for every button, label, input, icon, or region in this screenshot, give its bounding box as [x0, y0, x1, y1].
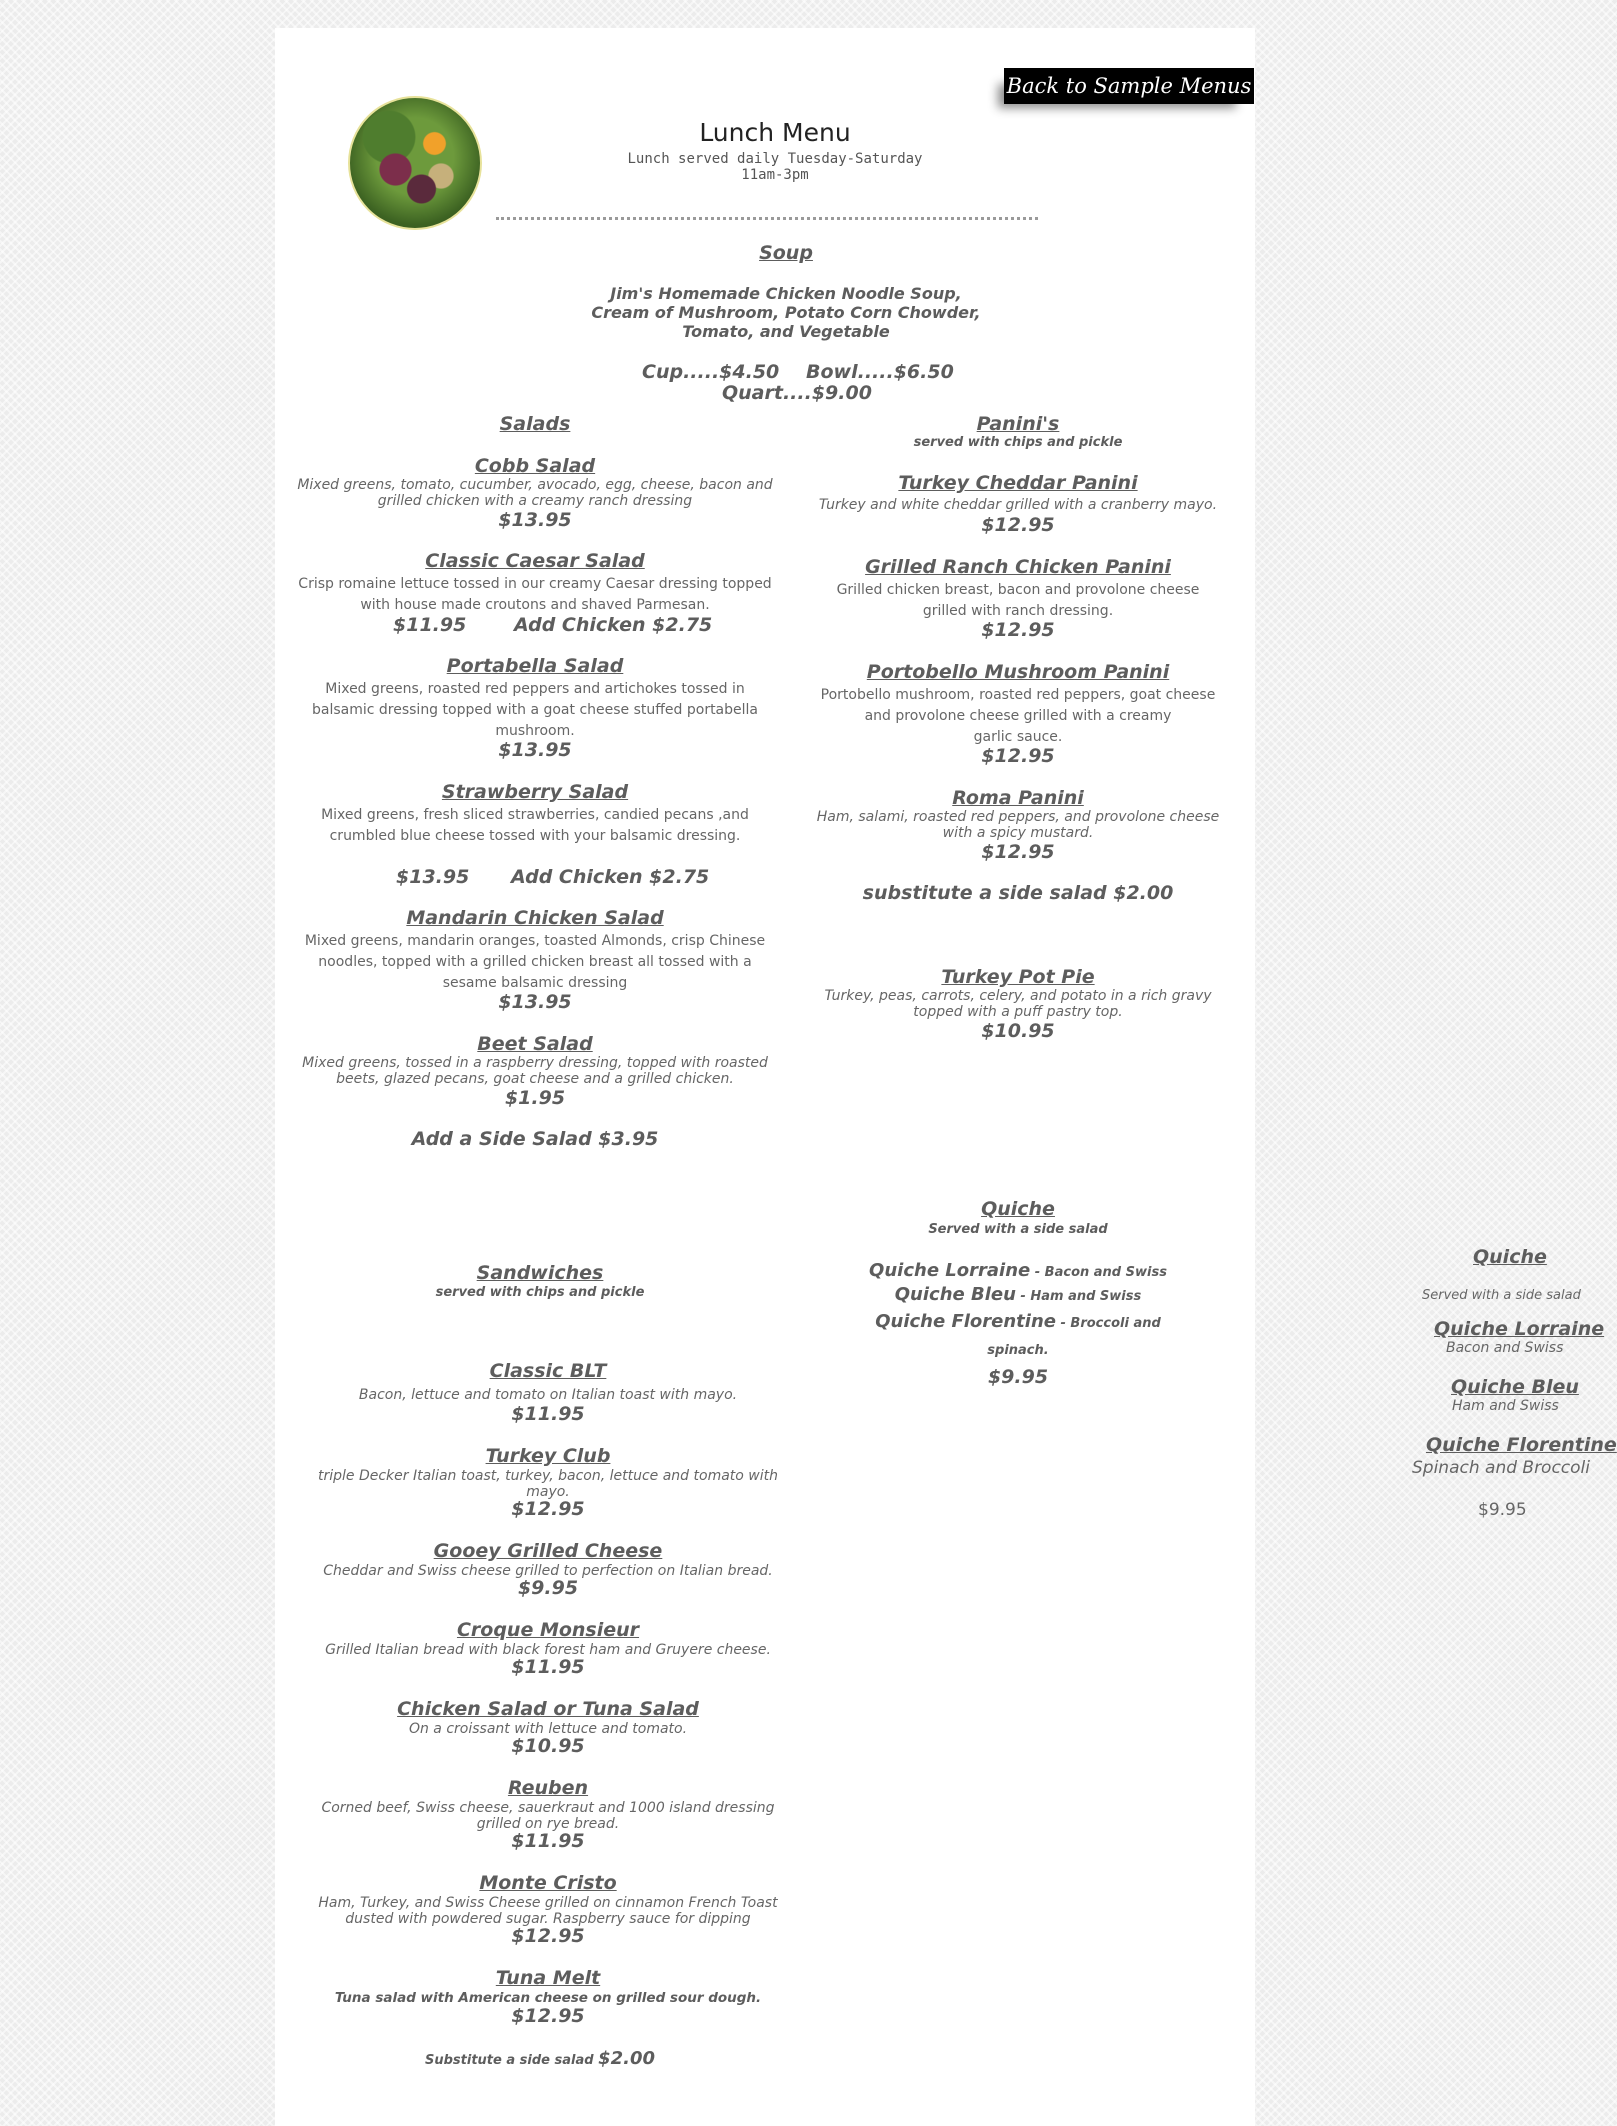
- turkey-pot-pie-price: $10.95: [981, 1020, 1055, 1042]
- caesar-salad-price: $11.95: [393, 614, 467, 636]
- portobello-panini-price: $12.95: [981, 745, 1055, 767]
- quiche-overflow-lorraine-desc: Bacon and Swiss: [1446, 1340, 1564, 1356]
- soup-line-1: Jim's Homemade Chicken Noodle Soup,: [610, 284, 962, 303]
- portabella-salad-desc-3: mushroom.: [495, 723, 575, 739]
- tuna-melt-price: $12.95: [511, 2005, 585, 2027]
- portobello-panini-desc-3: garlic sauce.: [973, 729, 1063, 745]
- header-divider: [496, 217, 1038, 220]
- grilled-cheese-desc: Cheddar and Swiss cheese grilled to perfection on Italian bread.: [323, 1563, 773, 1579]
- soup-heading: Soup: [759, 242, 813, 264]
- quiche-overflow-heading: Quiche: [1473, 1246, 1547, 1268]
- substitute-side-salad: substitute a side salad $2.00: [862, 882, 1174, 904]
- salads-heading: Salads: [499, 413, 571, 435]
- sandwiches-note: served with chips and pickle: [435, 1285, 645, 1300]
- quiche-florentine-desc-2: spinach.: [987, 1343, 1049, 1358]
- turkey-club-desc-1: triple Decker Italian toast, turkey, bacon, lettuce and tomato with: [317, 1468, 778, 1484]
- strawberry-add-chicken: Add Chicken $2.75: [511, 866, 710, 888]
- chicken-tuna-salad-desc: On a croissant with lettuce and tomato.: [408, 1721, 688, 1737]
- substitute-side-salad-label: Substitute a side salad: [424, 2053, 599, 2068]
- portobello-panini-desc-2: and provolone cheese grilled with a creamy: [864, 708, 1172, 724]
- quiche-overflow-florentine-desc: Spinach and Broccoli: [1412, 1458, 1591, 1478]
- hours-line-2: 11am-3pm: [741, 167, 809, 183]
- substitute-side-salad-price: $2.00: [598, 2048, 655, 2069]
- ranch-chicken-panini-name: Grilled Ranch Chicken Panini: [865, 556, 1171, 578]
- tuna-melt-name: Tuna Melt: [495, 1967, 601, 1989]
- portobello-panini-desc-1: Portobello mushroom, roasted red peppers, goat cheese: [820, 687, 1216, 703]
- mandarin-salad-desc-1: Mixed greens, mandarin oranges, toasted Almonds, crisp Chinese: [304, 933, 766, 949]
- roma-panini-price: $12.95: [981, 841, 1055, 863]
- quiche-overflow-note: Served with a side salad: [1422, 1288, 1581, 1303]
- strawberry-salad-desc-1: Mixed greens, fresh sliced strawberries, candied pecans ,and: [321, 807, 749, 823]
- quiche-lorraine-name: Quiche Lorraine: [869, 1260, 1031, 1281]
- portabella-salad-name: Portabella Salad: [446, 655, 624, 677]
- reuben-name: Reuben: [507, 1777, 589, 1799]
- ranch-chicken-panini-desc-1: Grilled chicken breast, bacon and provolone cheese: [836, 582, 1200, 598]
- portobello-panini-name: Portobello Mushroom Panini: [866, 661, 1170, 683]
- soup-quart-price: Quart....$9.00: [722, 382, 872, 404]
- beet-salad-desc-1: Mixed greens, tossed in a raspberry dressing, topped with roasted: [302, 1055, 768, 1071]
- page-title: Lunch Menu: [699, 118, 851, 147]
- portabella-salad-price: $13.95: [498, 739, 572, 761]
- turkey-pot-pie-name: Turkey Pot Pie: [941, 966, 1095, 988]
- strawberry-salad-desc-2: crumbled blue cheese tossed with your balsamic dressing.: [329, 828, 741, 844]
- quiche-note: Served with a side salad: [928, 1222, 1108, 1237]
- quiche-florentine-desc: - Broccoli and: [1055, 1316, 1161, 1331]
- strawberry-salad-name: Strawberry Salad: [441, 781, 629, 803]
- roma-panini-name: Roma Panini: [952, 787, 1084, 809]
- turkey-cheddar-panini-desc: Turkey and white cheddar grilled with a cranberry mayo.: [818, 497, 1218, 513]
- paninis-heading: Panini's: [976, 413, 1060, 435]
- salad-logo-image: [348, 96, 482, 230]
- quiche-overflow-panel: [1400, 1236, 1617, 1566]
- portabella-salad-desc-2: balsamic dressing topped with a goat cheese stuffed portabella: [311, 702, 758, 718]
- hours-line-1: Lunch served daily Tuesday-Saturday: [627, 151, 923, 167]
- turkey-pot-pie-desc-2: topped with a puff pastry top.: [913, 1004, 1123, 1020]
- roma-panini-desc-2: with a spicy mustard.: [942, 825, 1094, 841]
- classic-blt-desc: Bacon, lettuce and tomato on Italian toast with mayo.: [358, 1387, 738, 1403]
- paninis-note: served with chips and pickle: [913, 435, 1123, 450]
- quiche-lorraine-desc: - Bacon and Swiss: [1030, 1265, 1167, 1280]
- tuna-melt-desc: Tuna salad with American cheese on grilled sour dough.: [334, 1990, 762, 2006]
- grilled-cheese-name: Gooey Grilled Cheese: [433, 1540, 663, 1562]
- soup-cup-price: Cup.....$4.50: [642, 361, 780, 383]
- roma-panini-desc-1: Ham, salami, roasted red peppers, and provolone cheese: [816, 809, 1220, 825]
- reuben-desc-2: grilled on rye bread.: [476, 1816, 620, 1832]
- quiche-bleu-name: Quiche Bleu: [894, 1284, 1016, 1305]
- quiche-overflow-lorraine: Quiche Lorraine: [1434, 1318, 1605, 1340]
- caesar-salad-desc-2: with house made croutons and shaved Parmesan.: [360, 597, 710, 613]
- reuben-desc-1: Corned beef, Swiss cheese, sauerkraut and 1000 island dressing: [321, 1800, 775, 1816]
- turkey-pot-pie-desc-1: Turkey, peas, carrots, celery, and potato in a rich gravy: [824, 988, 1212, 1004]
- classic-blt-name: Classic BLT: [489, 1360, 607, 1382]
- monte-cristo-desc-2: dusted with powdered sugar. Raspberry sauce for dipping: [345, 1911, 751, 1927]
- soup-line-2: Cream of Mushroom, Potato Corn Chowder,: [591, 303, 981, 322]
- quiche-florentine-name: Quiche Florentine: [875, 1311, 1056, 1332]
- strawberry-salad-price: $13.95: [396, 866, 470, 888]
- substitute-side-salad-line: [340, 2048, 740, 2069]
- caesar-add-chicken: Add Chicken $2.75: [514, 614, 713, 636]
- soup-bowl-price: Bowl.....$6.50: [806, 361, 954, 383]
- mandarin-salad-name: Mandarin Chicken Salad: [406, 907, 664, 929]
- back-to-sample-menus-button[interactable]: Back to Sample Menus: [1004, 68, 1254, 104]
- turkey-club-name: Turkey Club: [485, 1445, 611, 1467]
- sandwiches-heading: Sandwiches: [476, 1262, 604, 1284]
- ranch-chicken-panini-desc-2: grilled with ranch dressing.: [922, 603, 1114, 619]
- turkey-club-price: $12.95: [511, 1498, 585, 1520]
- chicken-tuna-salad-price: $10.95: [511, 1735, 585, 1757]
- quiche-overflow-bleu: Quiche Bleu: [1451, 1376, 1579, 1398]
- croque-monsieur-price: $11.95: [511, 1656, 585, 1678]
- reuben-price: $11.95: [511, 1830, 585, 1852]
- quiche-heading: Quiche: [981, 1198, 1055, 1220]
- turkey-cheddar-panini-name: Turkey Cheddar Panini: [898, 472, 1138, 494]
- quiche-bleu-line: [768, 1284, 1268, 1305]
- add-side-salad: Add a Side Salad $3.95: [411, 1128, 659, 1150]
- grilled-cheese-price: $9.95: [517, 1577, 579, 1599]
- quiche-overflow-bleu-desc: Ham and Swiss: [1452, 1398, 1559, 1414]
- cobb-salad-name: Cobb Salad: [474, 455, 596, 477]
- monte-cristo-desc-1: Ham, Turkey, and Swiss Cheese grilled on cinnamon French Toast: [318, 1895, 778, 1911]
- turkey-club-desc-2: mayo.: [526, 1484, 570, 1500]
- caesar-salad-name: Classic Caesar Salad: [425, 550, 645, 572]
- mandarin-salad-price: $13.95: [498, 991, 572, 1013]
- mandarin-salad-desc-3: sesame balsamic dressing: [442, 975, 628, 991]
- cobb-salad-price: $13.95: [498, 509, 572, 531]
- beet-salad-price: $1.95: [504, 1087, 566, 1109]
- chicken-tuna-salad-name: Chicken Salad or Tuna Salad: [397, 1698, 699, 1720]
- quiche-price: $9.95: [987, 1366, 1049, 1388]
- quiche-overflow-florentine: Quiche Florentine: [1426, 1434, 1617, 1456]
- quiche-overflow-price: $9.95: [1478, 1500, 1527, 1520]
- beet-salad-desc-2: beets, glazed pecans, goat cheese and a grilled chicken.: [336, 1071, 734, 1087]
- cobb-salad-desc-1: Mixed greens, tomato, cucumber, avocado, egg, cheese, bacon and: [297, 477, 773, 493]
- croque-monsieur-desc: Grilled Italian bread with black forest ham and Gruyere cheese.: [325, 1642, 771, 1658]
- ranch-chicken-panini-price: $12.95: [981, 619, 1055, 641]
- portabella-salad-desc-1: Mixed greens, roasted red peppers and artichokes tossed in: [325, 681, 745, 697]
- monte-cristo-name: Monte Cristo: [479, 1872, 617, 1894]
- quiche-bleu-desc: - Ham and Swiss: [1015, 1289, 1142, 1304]
- turkey-cheddar-panini-price: $12.95: [981, 514, 1055, 536]
- soup-line-3: Tomato, and Vegetable: [682, 322, 890, 341]
- beet-salad-name: Beet Salad: [477, 1033, 593, 1055]
- cobb-salad-desc-2: grilled chicken with a creamy ranch dressing: [377, 493, 693, 509]
- croque-monsieur-name: Croque Monsieur: [456, 1619, 640, 1641]
- quiche-lorraine-line: [768, 1260, 1268, 1281]
- caesar-salad-desc-1: Crisp romaine lettuce tossed in our creamy Caesar dressing topped: [298, 576, 772, 592]
- quiche-florentine-line: [768, 1311, 1268, 1332]
- monte-cristo-price: $12.95: [511, 1925, 585, 1947]
- classic-blt-price: $11.95: [511, 1403, 585, 1425]
- mandarin-salad-desc-2: noodles, topped with a grilled chicken breast all tossed with a: [318, 954, 752, 970]
